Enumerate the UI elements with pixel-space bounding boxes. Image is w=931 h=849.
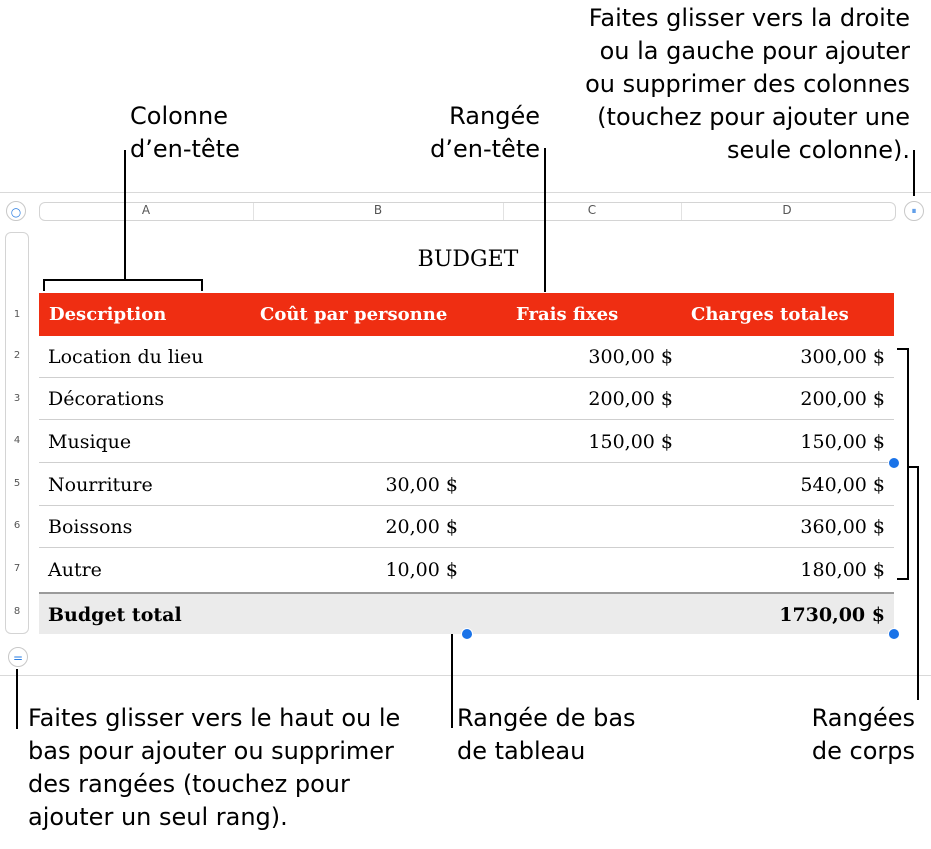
table-row[interactable] [39,336,894,378]
footer-cell-total[interactable]: 1730,00 $ [779,604,885,626]
leader-line [124,150,126,280]
table-cell[interactable]: 150,00 $ [800,431,885,453]
row-number[interactable]: 5 [13,478,21,489]
table-cell[interactable]: 540,00 $ [800,474,885,496]
table-header-row[interactable] [39,293,894,336]
select-table-handle-icon[interactable]: ○ [6,201,26,221]
table-row[interactable] [39,378,894,420]
column-label-a[interactable]: A [141,203,151,217]
column-label-c[interactable]: C [587,203,597,217]
row-number[interactable]: 2 [13,350,21,361]
leader-line [897,578,909,580]
callout-line: Colonne [130,102,228,130]
header-cell-description[interactable]: Description [49,304,167,325]
callout-body-rows [770,702,915,768]
leader-line [43,279,203,281]
row-number[interactable]: 1 [13,309,21,320]
table-row[interactable] [39,549,894,591]
callout-line: seule colonne). [727,136,910,164]
callout-line: ajouter un seul rang). [28,803,288,831]
callout-footer-row [457,702,636,768]
header-cell-total-charges[interactable]: Charges totales [691,304,849,325]
callout-header-column [130,100,240,166]
row-number[interactable]: 8 [13,606,21,617]
callout-line: Rangées [811,704,915,732]
callout-line: ou la gauche pour ajouter [599,37,910,65]
leader-line [544,148,546,292]
table-cell[interactable]: 150,00 $ [588,431,673,453]
callout-line: ou supprimer des colonnes [585,70,910,98]
table-cell[interactable]: 360,00 $ [800,516,885,538]
header-cell-fixed-costs[interactable]: Frais fixes [516,304,619,325]
resize-dot-icon[interactable] [888,628,900,640]
leader-line [907,348,909,580]
table-row[interactable] [39,506,894,548]
callout-line: des rangées (touchez pour [28,770,350,798]
table-cell[interactable]: 300,00 $ [588,346,673,368]
row-number[interactable]: 7 [13,563,21,574]
table-cell[interactable]: 30,00 $ [385,474,458,496]
callout-line: (touchez pour ajouter une [597,103,910,131]
resize-dot-icon[interactable] [461,628,473,640]
row-number[interactable]: 6 [13,520,21,531]
column-separator [503,203,504,220]
column-label-b[interactable]: B [373,203,383,217]
table-row[interactable] [39,421,894,463]
add-column-handle-icon[interactable]: ⏸ [904,201,924,221]
leader-line [43,279,45,291]
callout-line: Rangée de bas [457,704,636,732]
table-cell[interactable]: 10,00 $ [385,559,458,581]
table-title: BUDGET [417,247,519,272]
leader-line [201,279,203,291]
leader-line [917,466,919,700]
table-cell[interactable]: Nourriture [48,474,153,496]
table-cell[interactable]: Musique [48,431,132,453]
callout-line: Faites glisser vers le haut ou le [28,704,401,732]
table-row[interactable] [39,464,894,506]
table-cell[interactable]: 20,00 $ [385,516,458,538]
callout-line: bas pour ajouter ou supprimer [28,737,394,765]
table-cell[interactable]: 200,00 $ [588,388,673,410]
leader-line [16,669,18,729]
leader-line [451,634,453,728]
resize-dot-icon[interactable] [888,457,900,469]
callout-line: Rangée [449,102,540,130]
callout-columns [520,2,910,167]
table-cell[interactable]: Décorations [48,388,165,410]
header-cell-cost-per-person[interactable]: Coût par personne [260,304,448,325]
table-cell[interactable]: Location du lieu [48,346,204,368]
table-cell[interactable]: 180,00 $ [800,559,885,581]
table-cell[interactable]: Autre [48,559,102,581]
column-separator [253,203,254,220]
leader-line [913,150,915,196]
column-label-d[interactable]: D [782,203,792,217]
callout-line: de tableau [457,737,586,765]
column-separator [681,203,682,220]
callout-line: d’en-tête [130,135,240,163]
callout-line: de corps [811,737,915,765]
callout-line: d’en-tête [430,135,540,163]
table-cell[interactable]: Boissons [48,516,133,538]
column-header-bar[interactable] [39,202,896,221]
callout-rows [28,702,400,834]
footer-cell-label[interactable]: Budget total [48,604,182,626]
callout-header-row [400,100,540,166]
table-cell[interactable]: 200,00 $ [800,388,885,410]
callout-line: Faites glisser vers la droite [588,4,910,32]
add-row-handle-icon[interactable]: = [8,647,28,667]
row-number[interactable]: 4 [13,435,21,446]
row-number[interactable]: 3 [13,393,21,404]
table-cell[interactable]: 300,00 $ [800,346,885,368]
